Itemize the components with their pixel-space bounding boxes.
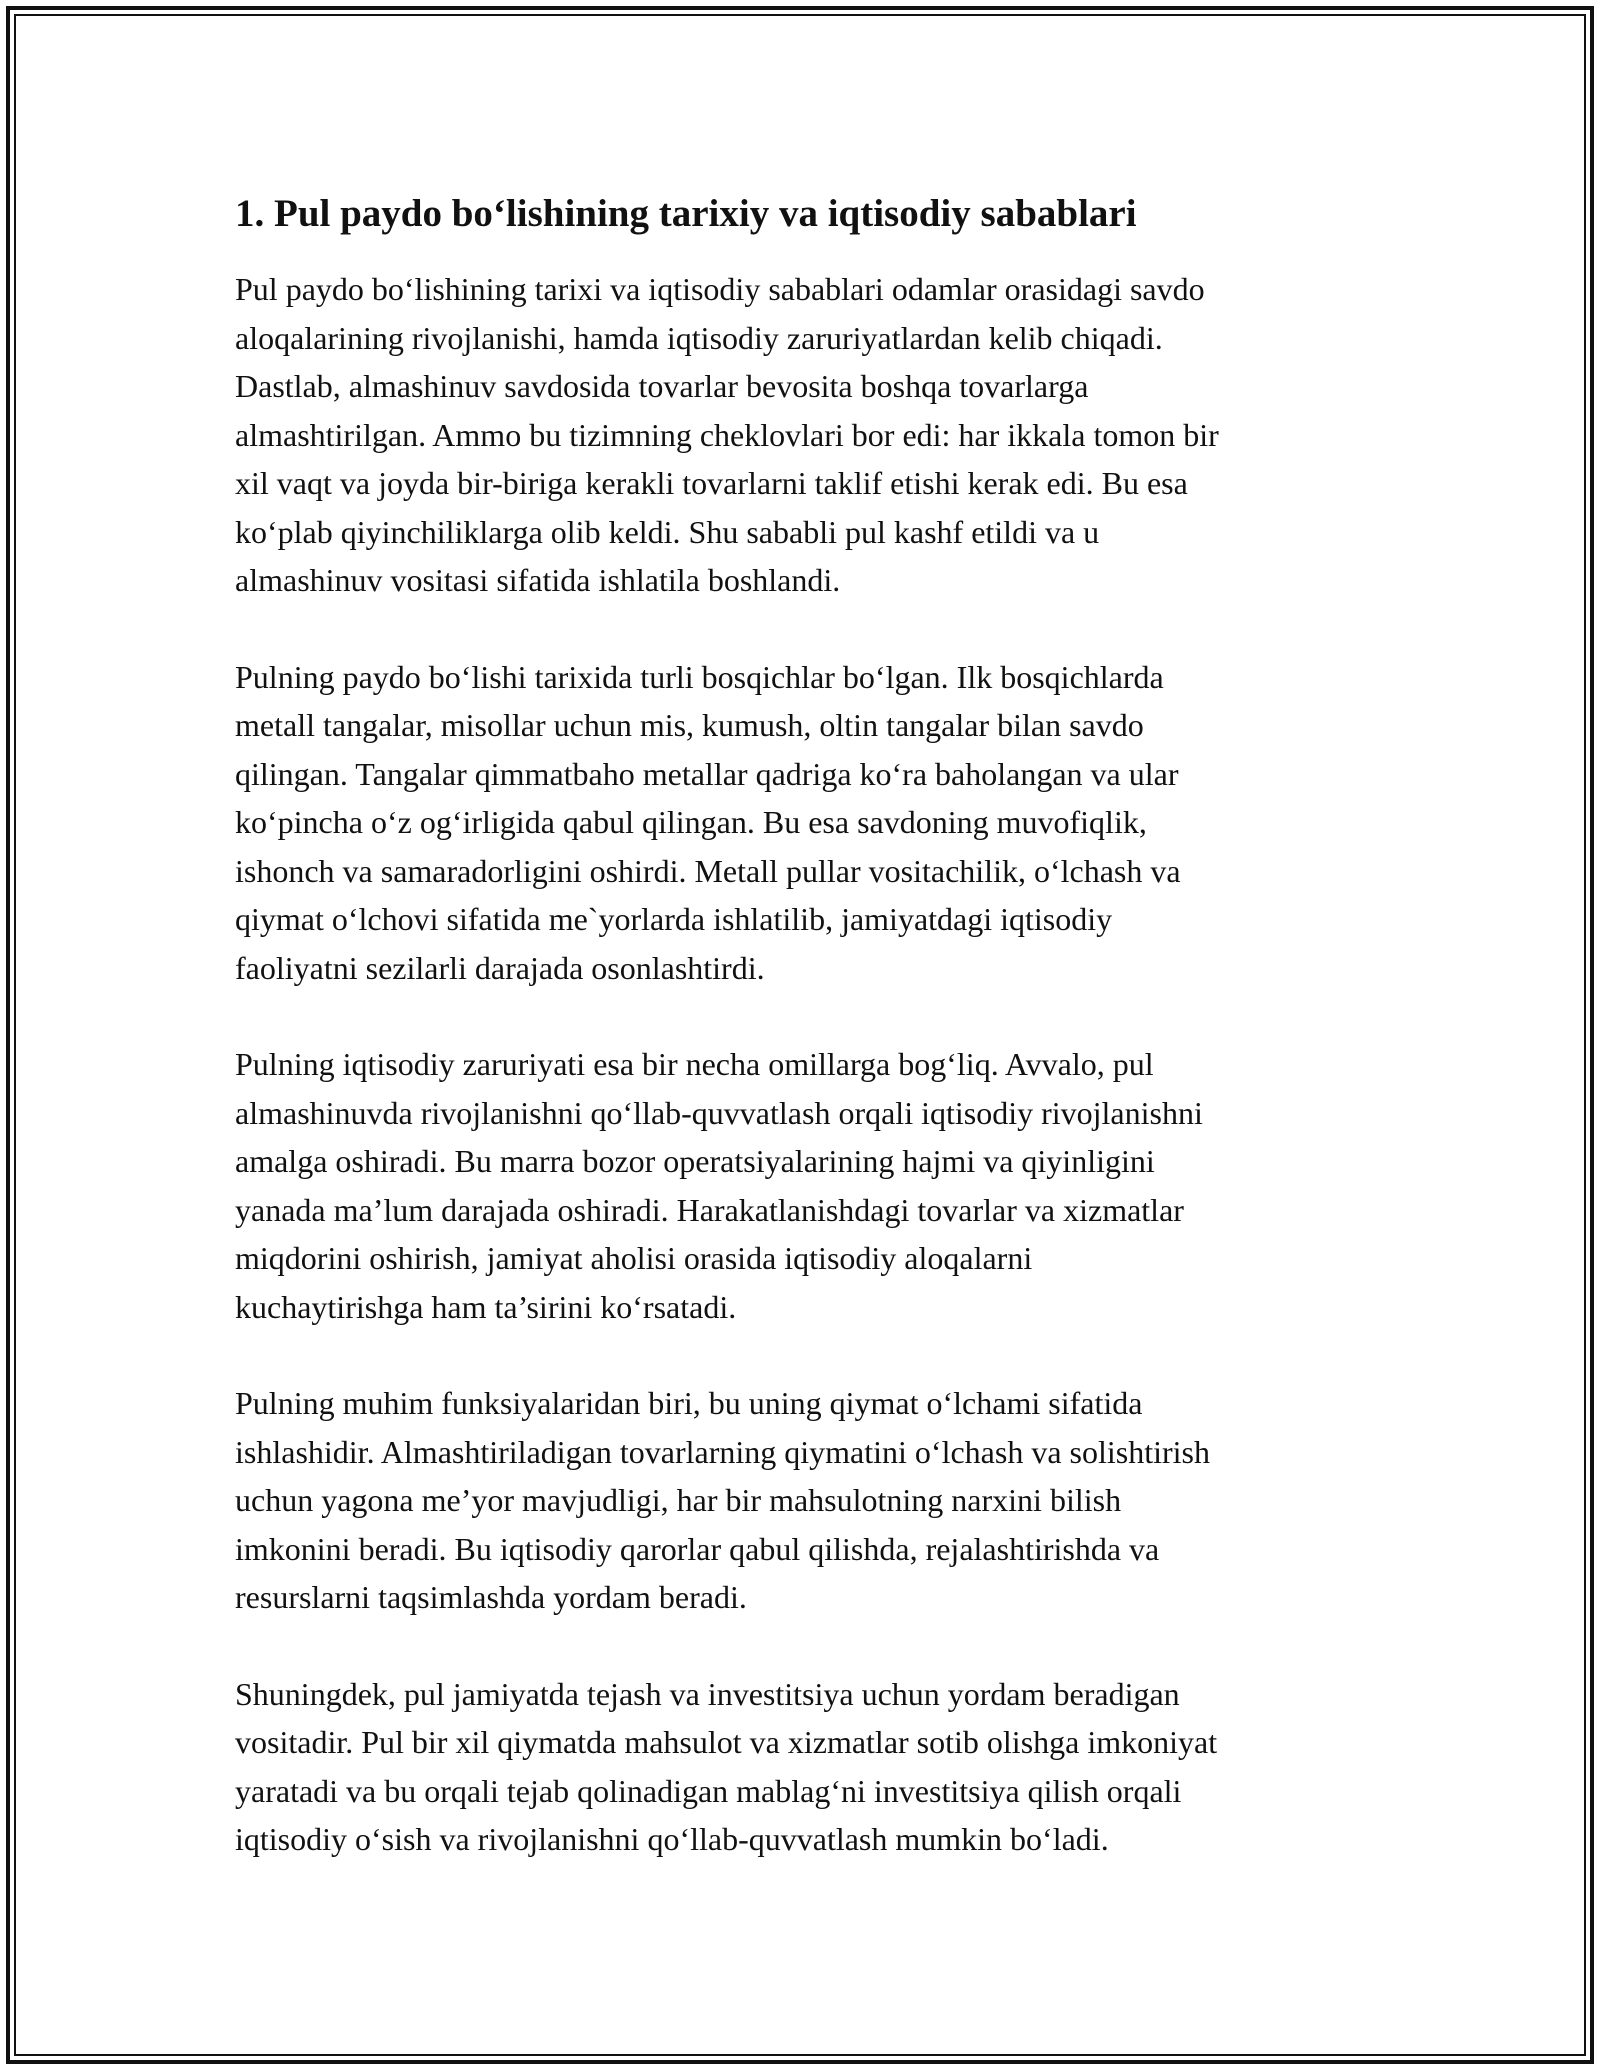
body-paragraph (235, 1379, 1375, 1622)
paragraph-line: Shuningdek, pul jamiyatda tejash va investitsiya uchun yordam beradigan (235, 1675, 1180, 1712)
document-body (235, 185, 1375, 1912)
paragraph-line: almashinuvda rivojlanishni qo‘llab-quvvatlash orqali iqtisodiy rivojlanishni (235, 1094, 1203, 1131)
paragraph-line: Pul paydo bo‘lishining tarixi va iqtisodiy sabablari odamlar orasidagi savdo (235, 271, 1205, 307)
paragraph-line: aloqalarining rivojlanishi, hamda iqtisodiy zaruriyatlardan kelib chiqadi. (235, 319, 1163, 356)
paragraph-line: Pulning muhim funksiyalaridan biri, bu uning qiymat o‘lchami sifatida (235, 1385, 1143, 1421)
paragraph-line: almashtirilgan. Ammo bu tizimning cheklovlari bor edi: har ikkala tomon bir (235, 416, 1219, 453)
paragraph-line: Dastlab, almashinuv savdosida tovarlar bevosita boshqa tovarlarga (235, 368, 1089, 404)
paragraph-line: ishlashidir. Almashtiriladigan tovarlarning qiymatini o‘lchash va solishtirish (235, 1433, 1210, 1470)
paragraph-line: imkonini beradi. Bu iqtisodiy qarorlar qabul qilishda, rejalashtirishda va (235, 1530, 1160, 1567)
paragraph-line: kuchaytirishga ham ta’sirini ko‘rsatadi. (235, 1288, 737, 1325)
paragraph-line: qilingan. Tangalar qimmatbaho metallar qadriga ko‘ra baholangan va ular (235, 755, 1179, 792)
body-paragraph (235, 1670, 1375, 1864)
paragraph-line: ko‘pincha o‘z og‘irligida qabul qilingan. Bu esa savdoning muvofiqlik, (235, 804, 1147, 840)
paragraph-line: resurslarni taqsimlashda yordam beradi. (235, 1579, 747, 1615)
paragraph-line: vositadir. Pul bir xil qiymatda mahsulot va xizmatlar sotib olishga imkoniyat (235, 1724, 1218, 1760)
paragraph-line: uchun yagona me’yor mavjudligi, har bir mahsulotning narxini bilish (235, 1482, 1122, 1518)
paragraph-line: amalga oshiradi. Bu marra bozor operatsiyalarining hajmi va qiyinligini (235, 1143, 1155, 1179)
document-title: 1. Pul paydo bo‘lishining tarixiy va iqtisodiy sabablari (235, 192, 1137, 235)
paragraph-line: iqtisodiy o‘sish va rivojlanishni qo‘llab-quvvatlash mumkin bo‘ladi. (235, 1821, 1109, 1857)
paragraph-line: yaratadi va bu orqali tejab qolinadigan mablag‘ni investitsiya qilish orqali (235, 1772, 1182, 1809)
paragraph-line: almashinuv vositasi sifatida ishlatila boshlandi. (235, 562, 841, 598)
paragraph-line: faoliyatni sezilarli darajada osonlashtirdi. (235, 949, 765, 986)
paragraph-line: ishonch va samaradorligini oshirdi. Metall pullar vositachilik, o‘lchash va (235, 852, 1181, 889)
paragraph-line: qiymat o‘lchovi sifatida me`yorlarda ishlatilib, jamiyatdagi iqtisodiy (235, 901, 1113, 937)
paragraph-line: Pulning iqtisodiy zaruriyati esa bir necha omillarga bog‘liq. Avvalo, pul (235, 1046, 1154, 1082)
paragraph-line: ko‘plab qiyinchiliklarga olib keldi. Shu sababli pul kashf etildi va u (235, 513, 1100, 550)
paragraph-line: metall tangalar, misollar uchun mis, kumush, oltin tangalar bilan savdo (235, 707, 1144, 743)
body-paragraph (235, 1040, 1375, 1331)
paragraph-line: yanada ma’lum darajada oshiradi. Harakatlanishdagi tovarlar va xizmatlar (235, 1191, 1184, 1228)
paragraph-line: Pulning paydo bo‘lishi tarixida turli bosqichlar bo‘lgan. Ilk bosqichlarda (235, 658, 1164, 695)
paragraph-line: miqdorini oshirish, jamiyat aholisi orasida iqtisodiy aloqalarni (235, 1240, 1033, 1276)
paragraph-line: xil vaqt va joyda bir-biriga kerakli tovarlarni taklif etishi kerak edi. Bu esa (235, 465, 1188, 501)
body-paragraph (235, 265, 1375, 605)
paragraph-list (235, 265, 1375, 1864)
body-paragraph (235, 653, 1375, 993)
